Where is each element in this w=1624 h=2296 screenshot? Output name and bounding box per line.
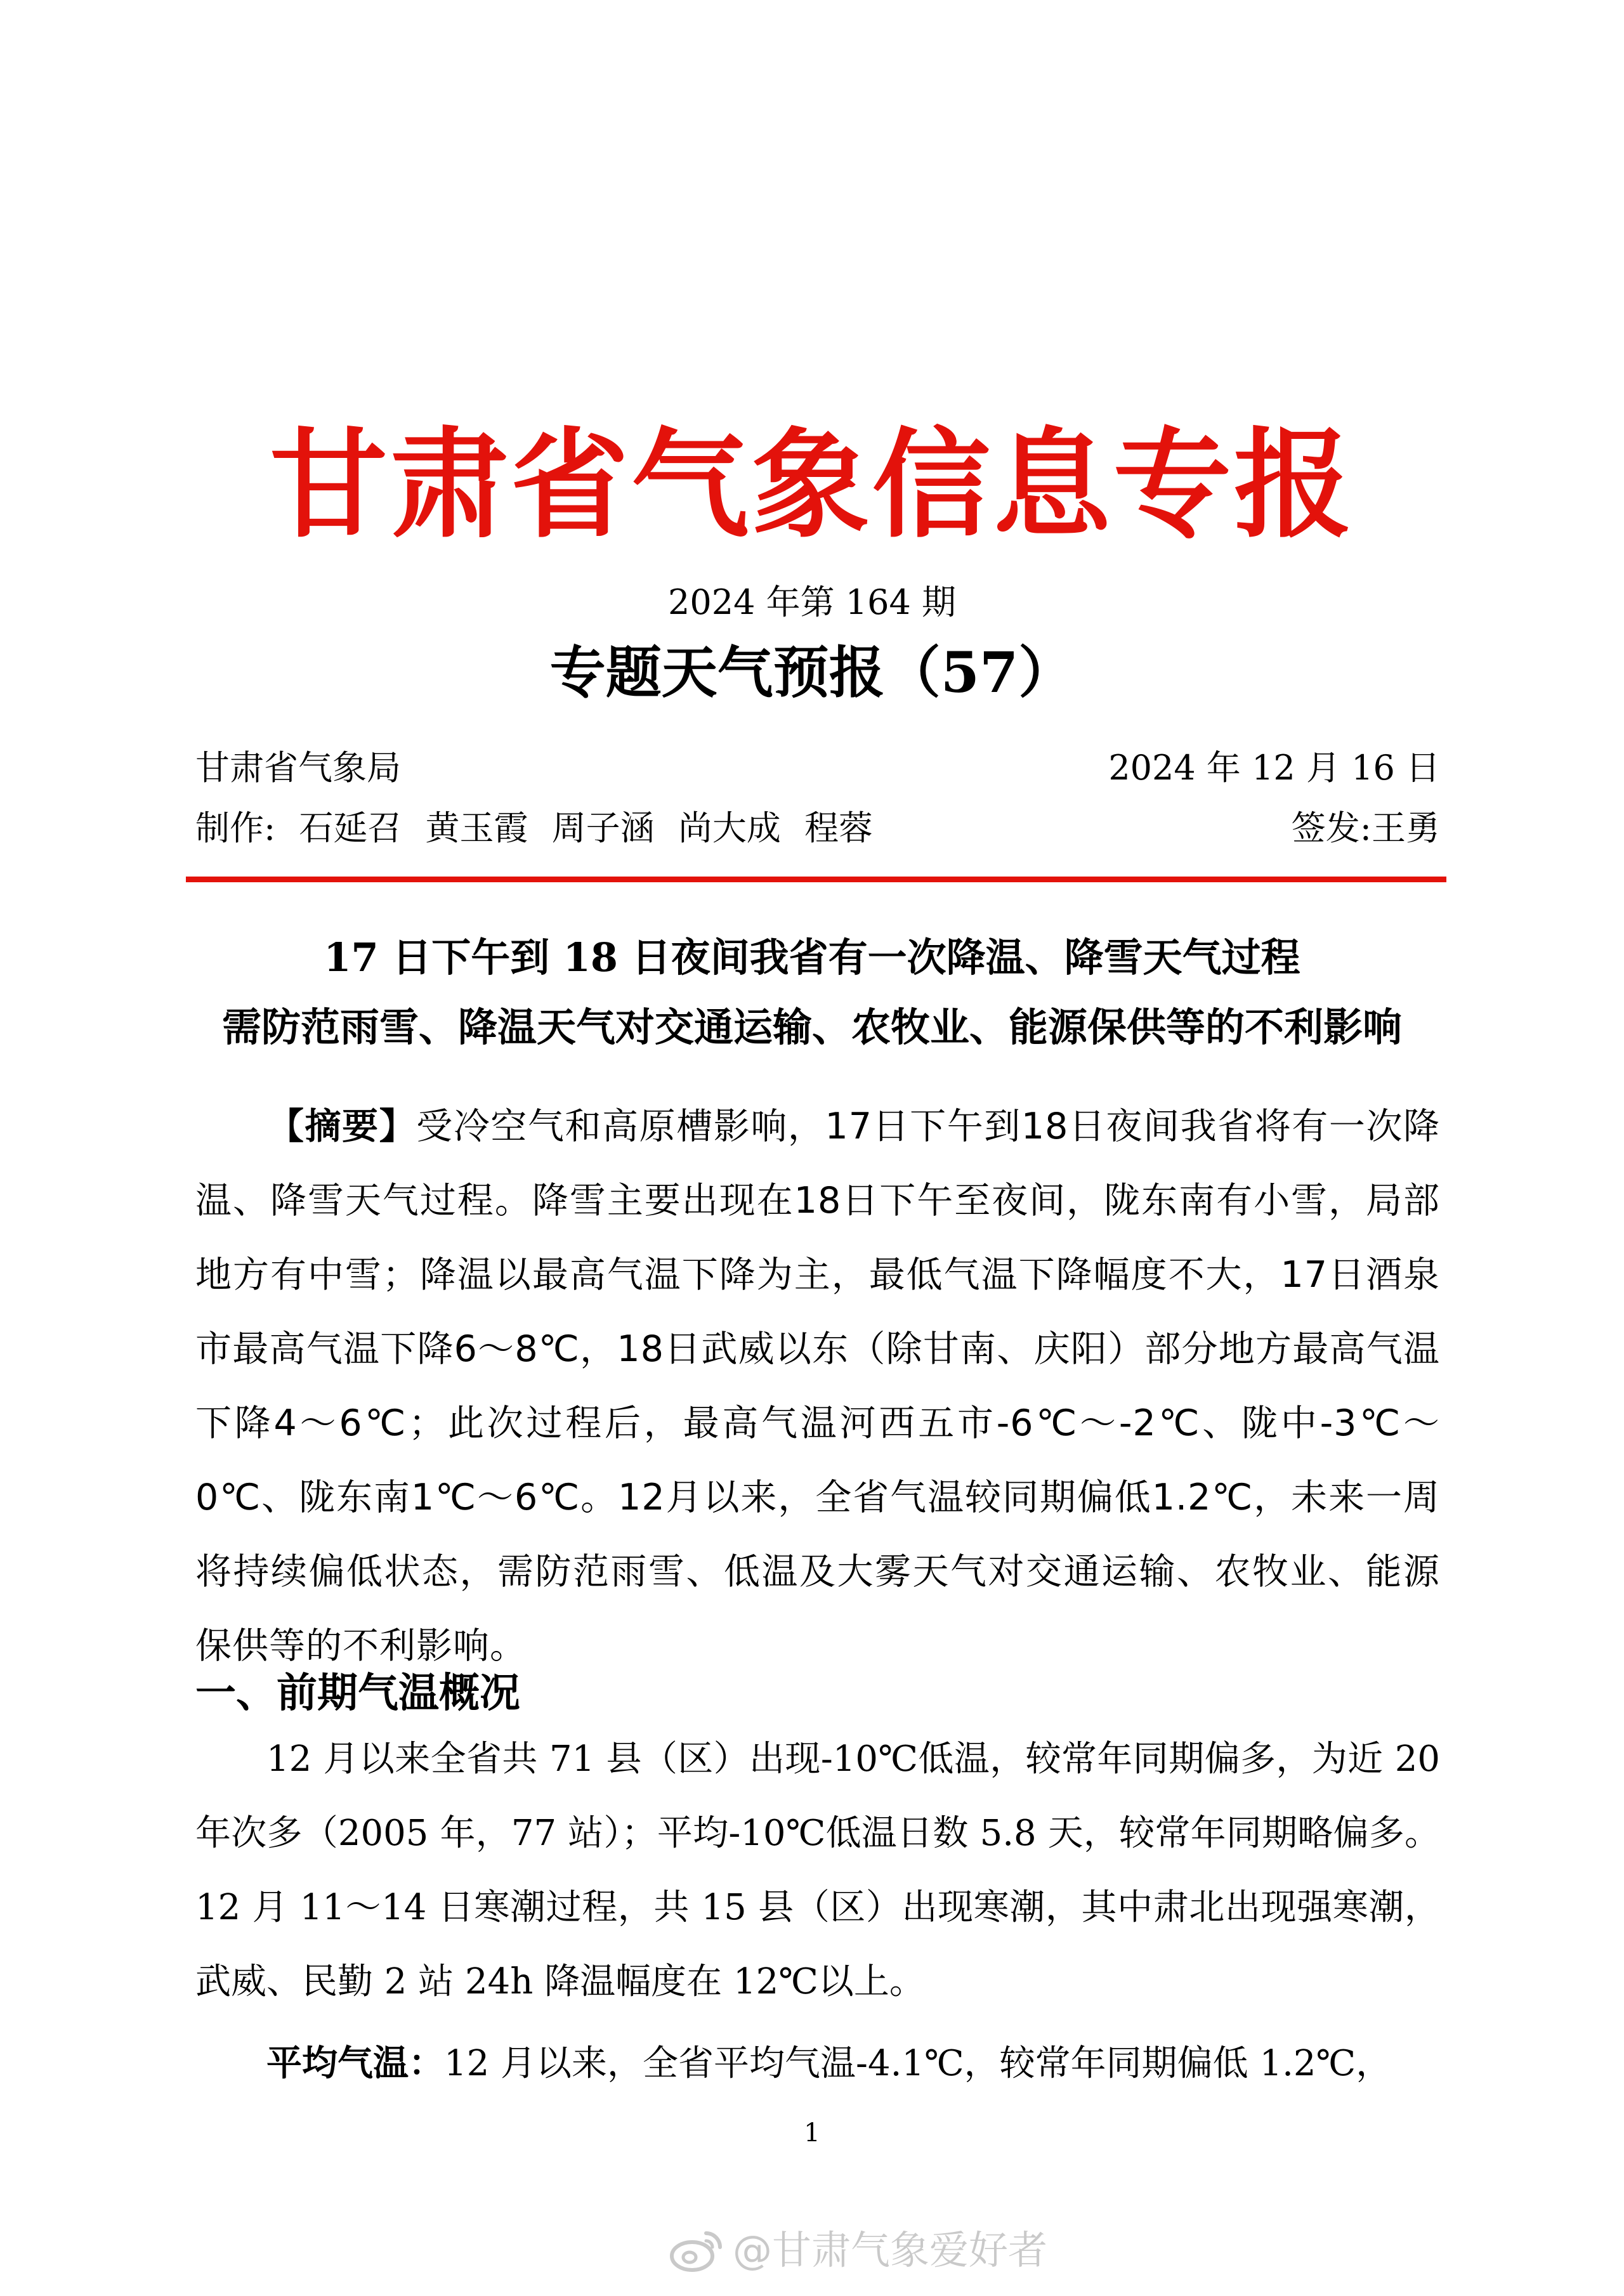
issue-number: 2024 年第 164 期: [668, 582, 956, 622]
abstract-paragraph: [195, 1090, 1440, 1683]
watermark-text: @甘肃气象爱好者: [733, 2227, 1048, 2273]
paragraph-lead: 平均气温：: [266, 2042, 444, 2084]
headline-secondary: 需防范雨雪、降温天气对交通运输、农牧业、能源保供等的不利影响: [221, 1004, 1402, 1050]
producer-name: 周子涵: [551, 808, 655, 848]
abstract-label: 【摘要】: [268, 1106, 417, 1147]
producer-name: 程蓉: [804, 808, 874, 848]
producers-label: 制作:: [195, 808, 276, 848]
meta-row-credits: [195, 806, 1440, 851]
abstract-body: 受冷空气和高原槽影响，17日下午到18日夜间我省将有一次降温、降雪天气过程。降雪主要出现在18日下午至夜间，陇东南有小雪，局部地方有中雪；降温以最高气温下降为主，最低气温下降幅度不大，17日酒泉市最高气温下降6～8℃，18日武威以东（除甘南、庆阳）部分地方最高气温下降4～6℃；此次过程后，最高气温河西五市-6℃～-2℃、陇中-3℃～0℃、陇东南1℃～6℃。12月以来，全省气温较同期偏低1.2℃，未来一周将持续偏低状态，需防范雨雪、低温及大雾天气对交通运输、农牧业、能源保供等的不利影响。: [195, 1106, 1441, 1667]
issue-date: 2024 年 12 月 16 日: [1108, 748, 1440, 788]
paragraph-body: 12 月以来，全省平均气温-4.1℃，较常年同期偏低 1.2℃，: [444, 2043, 1392, 2084]
weibo-logo-icon: [669, 2228, 724, 2273]
report-subtitle: 专题天气预报（57）: [549, 639, 1075, 705]
signer: 签发:王勇: [1291, 808, 1440, 848]
meta-row-agency: [195, 745, 1440, 791]
producer-name: 石延召: [299, 808, 402, 848]
section-heading: 一、前期气温概况: [195, 1669, 520, 1717]
header-divider: [186, 877, 1446, 882]
body-paragraph: 12 月以来全省共 71 县（区）出现-10℃低温，较常年同期偏多，为近 20 年次多（2005 年，77 站）；平均-10℃低温日数 5.8 天，较常年同期略偏多。12 月 11～14 日寒潮过程，共 15 县（区）出现寒潮，其中肃北出现强寒潮，武威、民勤 2 站 24h 降温幅度在 12℃以上。: [195, 1738, 1440, 2002]
producer-name: 黄玉霞: [425, 808, 528, 848]
agency-name: 甘肃省气象局: [195, 748, 401, 788]
body-paragraph: [195, 2026, 1440, 2101]
masthead-title: 甘肃省气象信息专报: [269, 416, 1354, 554]
headline-primary: 17 日下午到 18 日夜间我省有一次降温、降雪天气过程: [324, 934, 1300, 981]
watermark: [669, 2225, 1047, 2276]
producer-name: 尚大成: [678, 808, 781, 848]
page-number: 1: [804, 2118, 820, 2148]
producers-list: [195, 806, 886, 851]
